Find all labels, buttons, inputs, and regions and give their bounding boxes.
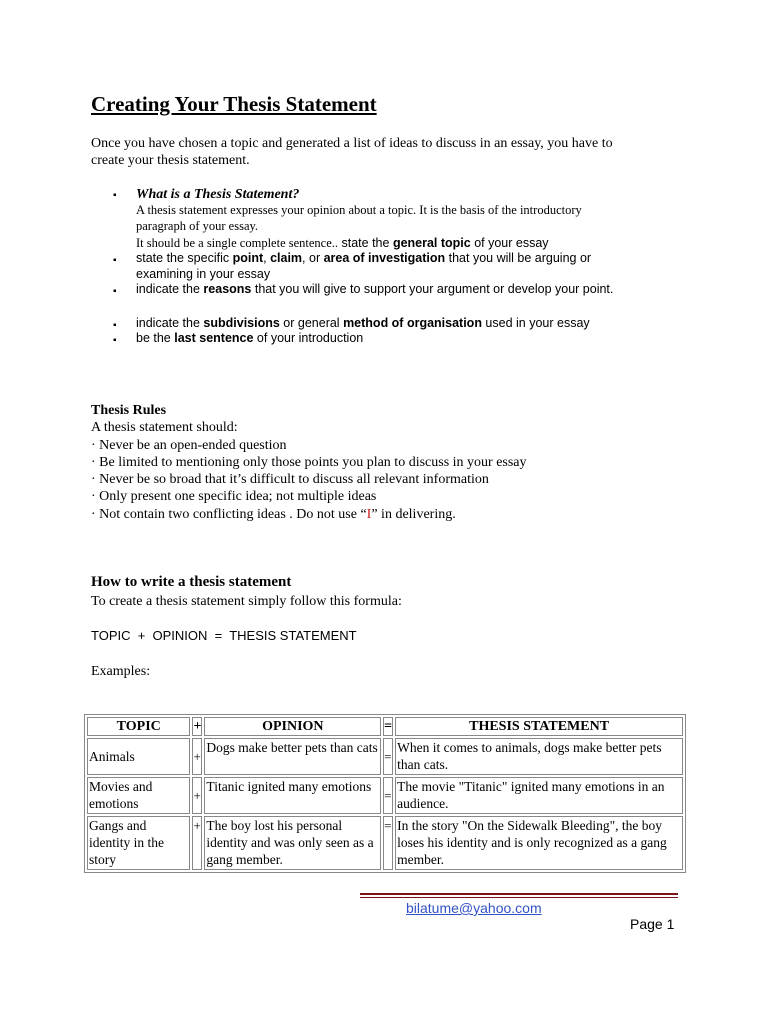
- header-thesis: THESIS STATEMENT: [395, 717, 683, 736]
- howto-line: To create a thesis statement simply follow this formula:: [91, 594, 402, 609]
- page-title: Creating Your Thesis Statement: [91, 92, 377, 116]
- text: or general: [279, 316, 344, 330]
- bullet-item: [136, 331, 696, 347]
- formula: TOPIC + OPINION = THESIS STATEMENT: [91, 628, 357, 643]
- bullet-item: [136, 316, 696, 332]
- text-bold: area of investigation: [323, 251, 446, 265]
- text: of your introduction: [253, 331, 364, 345]
- footer-rule: [360, 893, 678, 895]
- cell-topic: Gangs and identity in the story: [87, 816, 190, 870]
- bullet-item: [136, 282, 716, 298]
- rule-item: · Never be so broad that it’s difficult to discuss all relevant information: [91, 472, 489, 488]
- cell-equals: =: [383, 816, 393, 870]
- cell-opinion: Dogs make better pets than cats: [204, 738, 381, 775]
- text: that you will give to support your argument or develop your point.: [251, 282, 614, 296]
- text-bold: reasons: [203, 282, 252, 296]
- cell-thesis: The movie "Titanic" ignited many emotions in an audience.: [395, 777, 683, 814]
- cell-topic: Movies and emotions: [87, 777, 190, 814]
- text: indicate the: [136, 282, 204, 296]
- what-is-sentence: [136, 235, 696, 251]
- rules-heading: Thesis Rules: [91, 403, 167, 418]
- sentence-part: It should be a single complete sentence..: [136, 236, 339, 250]
- cell-plus: +: [192, 777, 202, 814]
- thesis-table: [84, 714, 686, 873]
- text: that you will be arguing or: [445, 251, 592, 265]
- what-is-heading: What is a Thesis Statement?: [136, 187, 300, 202]
- intro-paragraph: [91, 135, 613, 169]
- text-red: I: [366, 506, 372, 522]
- sentence-bold: general topic: [392, 236, 471, 250]
- cell-plus: +: [192, 816, 202, 870]
- text-bold: last sentence: [174, 331, 254, 345]
- rule-item: [91, 506, 711, 523]
- text: , or: [302, 251, 324, 265]
- what-is-block: [136, 186, 696, 251]
- text: be the: [136, 331, 175, 345]
- what-is-line: paragraph of your essay.: [136, 218, 259, 233]
- sentence-part: state the: [338, 236, 393, 250]
- cell-thesis: In the story "On the Sidewalk Bleeding", the boy loses his identity and is only recognized as a gang member.: [395, 816, 683, 870]
- intro-line: Once you have chosen a topic and generated a list of ideas to discuss in an essay, you have to: [91, 136, 613, 151]
- text: · Not contain two conflicting ideas . Do not use “: [91, 506, 367, 522]
- thesis-rules-section: [91, 402, 711, 523]
- text-bold: method of organisation: [343, 316, 482, 330]
- bullet-icon: ▪: [113, 255, 117, 266]
- table-header-row: [87, 717, 683, 736]
- table-row: [87, 816, 683, 870]
- examples-label: Examples:: [91, 664, 151, 679]
- page-number: Page 1: [630, 916, 675, 932]
- text-bold: claim: [270, 251, 303, 265]
- cell-opinion: The boy lost his personal identity and was only seen as a gang member.: [204, 816, 381, 870]
- table-row: [87, 738, 683, 775]
- bullet-icon: ▪: [113, 335, 117, 346]
- bullet-line: [136, 251, 696, 267]
- text: used in your essay: [481, 316, 590, 330]
- cell-equals: =: [383, 777, 393, 814]
- sentence-part: of your essay: [470, 236, 549, 250]
- cell-opinion: Titanic ignited many emotions: [204, 777, 381, 814]
- footer-rule: [360, 897, 678, 898]
- rule-item: · Never be an open-ended question: [91, 437, 287, 453]
- rule-item: · Only present one specific idea; not multiple ideas: [91, 489, 377, 505]
- text-bold: point: [232, 251, 264, 265]
- text: state the specific: [136, 251, 233, 265]
- header-opinion: OPINION: [204, 717, 381, 736]
- bullet-icon: ▪: [113, 320, 117, 331]
- rules-lead: A thesis statement should:: [91, 420, 238, 436]
- table-row: [87, 777, 683, 814]
- howto-heading: How to write a thesis statement: [91, 574, 292, 590]
- cell-topic: Animals: [87, 738, 190, 775]
- header-equals: =: [384, 719, 393, 734]
- bullet-item: [136, 251, 696, 282]
- bullet-icon: ▪: [113, 286, 117, 297]
- header-topic: TOPIC: [87, 717, 190, 736]
- cell-equals: =: [383, 738, 393, 775]
- header-plus: +: [193, 719, 202, 734]
- email-link[interactable]: bilatume@yahoo.com: [406, 900, 542, 916]
- rule-item: · Be limited to mentioning only those points you plan to discuss in your essay: [91, 454, 527, 470]
- text: ” in delivering.: [371, 506, 456, 522]
- text-bold: subdivisions: [203, 316, 280, 330]
- intro-line: create your thesis statement.: [91, 153, 250, 168]
- bullet-line: examining in your essay: [136, 266, 271, 281]
- what-is-line: A thesis statement expresses your opinion about a topic. It is the basis of the introductory: [136, 203, 582, 217]
- text: ,: [263, 251, 271, 265]
- text: indicate the: [136, 316, 204, 330]
- cell-thesis: When it comes to animals, dogs make better pets than cats.: [395, 738, 683, 775]
- cell-plus: +: [192, 738, 202, 775]
- bullet-icon: ▪: [113, 190, 117, 201]
